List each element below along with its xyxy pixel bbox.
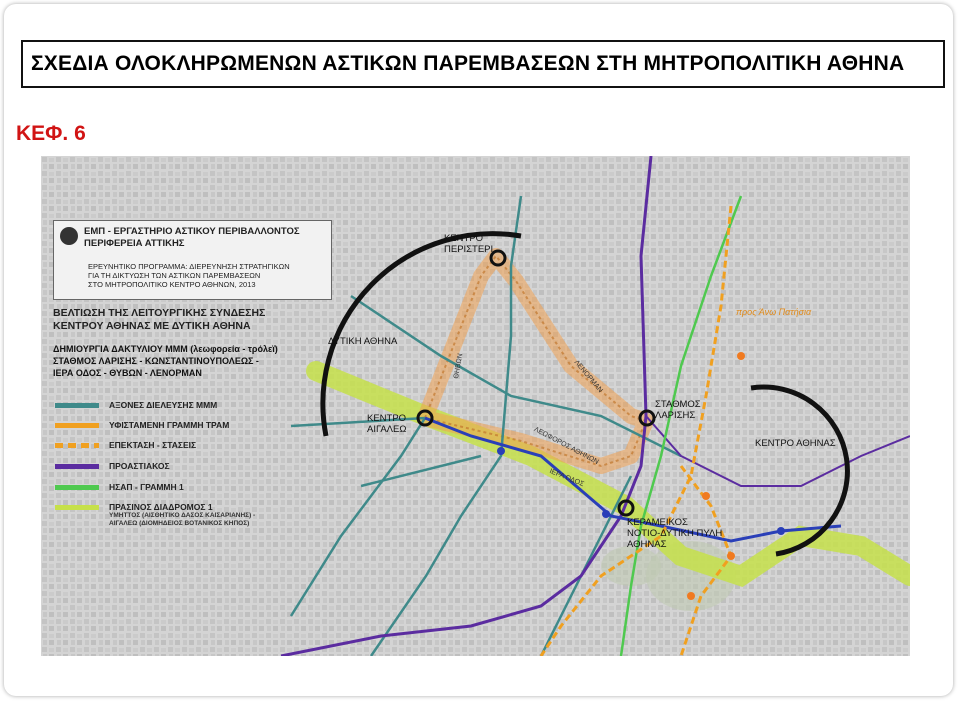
legend-label: ΗΣΑΠ - ΓΡΑΜΜΗ 1: [109, 482, 184, 492]
label-peristeri-2: ΠΕΡΙΣΤΕΡΙ: [444, 244, 494, 255]
metro-stop: [602, 510, 610, 518]
legend-label: ΥΦΙΣΤΑΜΕΝΗ ΓΡΑΜΜΗ ΤΡΑΜ: [109, 420, 230, 430]
label-west-athens: ΔΥΤΙΚΗ ΑΘΗΝΑ: [328, 336, 398, 347]
legend-note-line2: ΑΙΓΑΛΕΩ (ΔΙΟΜΗΔΕΙΟΣ ΒΟΤΑΝΙΚΟΣ ΚΗΠΟΣ): [109, 520, 250, 527]
tram-stop: [727, 552, 735, 560]
map-heading-line2: ΚΕΝΤΡΟΥ ΑΘΗΝΑΣ ΜΕ ΔΥΤΙΚΗ ΑΘΗΝΑ: [53, 320, 251, 332]
label-kerameikos-3: ΑΘΗΝΑΣ: [627, 539, 667, 550]
org-line2: ΠΕΡΙΦΕΡΕΙΑ ΑΤΤΙΚΗΣ: [84, 238, 185, 249]
legend-label: ΕΠΕΚΤΑΣΗ - ΣΤΑΣΕΙΣ: [109, 440, 197, 450]
legend-swatch: [55, 403, 99, 408]
legend-swatch: [55, 464, 99, 469]
legend-label: ΑΞΟΝΕΣ ΔΙΕΛΕΥΣΗΣ ΜΜΜ: [109, 400, 218, 410]
label-kerameikos-2: ΝΟΤΙΟ-ΔΥΤΙΚΗ ΠΥΛΗ: [627, 528, 723, 539]
label-thivon: ΘΗΒΩΝ: [453, 352, 465, 380]
desc-line1: ΔΗΜΙΟΥΡΓΙΑ ΔΑΚΤΥΛΙΟΥ ΜΜΜ (λεωφορεία - τρόλεϊ): [53, 344, 278, 354]
legend-swatch: [55, 505, 99, 510]
legend-swatch: [55, 443, 99, 448]
chapter-label: ΚΕΦ. 6: [16, 122, 86, 145]
title-box: [21, 40, 945, 88]
program-line2: ΓΙΑ ΤΗ ΔΙΚΤΥΩΣΗ ΤΩΝ ΑΣΤΙΚΩΝ ΠΑΡΕΜΒΑΣΕΩΝ: [88, 271, 261, 280]
legend-label: ΠΡΑΣΙΝΟΣ ΔΙΑΔΡΟΜΟΣ 1: [109, 502, 213, 512]
map: [41, 156, 910, 656]
tram-stop: [737, 352, 745, 360]
map-heading-line1: ΒΕΛΤΙΩΣΗ ΤΗΣ ΛΕΙΤΟΥΡΓΙΚΗΣ ΣΥΝΔΕΣΗΣ: [53, 307, 266, 319]
page-title: ΣΧΕΔΙΑ ΟΛΟΚΛΗΡΩΜΕΝΩΝ ΑΣΤΙΚΩΝ ΠΑΡΕΜΒΑΣΕΩΝ ΣΤΗ ΜΗΤΡΟΠΟΛΙΤΙΚΗ ΑΘΗΝΑ: [31, 52, 905, 75]
metro-stop: [497, 447, 505, 455]
legend-swatch: [55, 423, 99, 428]
label-larissa-1: ΣΤΑΘΜΟΣ: [655, 399, 701, 410]
legend-label: ΠΡΟΑΣΤΙΑΚΟΣ: [109, 461, 170, 471]
desc-line3: ΙΕΡΑ ΟΔΟΣ - ΘΥΒΩΝ - ΛΕΝΟΡΜΑΝ: [53, 368, 202, 378]
legend-note-line1: ΥΜΗΤΤΟΣ (ΑΙΣΘΗΤΙΚΟ ΔΑΣΟΣ ΚΑΙΣΑΡΙΑΝΗΣ) -: [109, 512, 256, 519]
label-iera-odos: ΙΕΡΑ ΟΔΟΣ: [548, 468, 585, 489]
label-athens-center: ΚΕΝΤΡΟ ΑΘΗΝΑΣ: [755, 438, 836, 449]
label-pros-ano-patisia: προς Άνω Πατήσια: [736, 307, 812, 317]
label-kerameikos-1: ΚΕΡΑΜΕΙΚΟΣ: [627, 517, 688, 528]
org-line1: ΕΜΠ - ΕΡΓΑΣΤΗΡΙΟ ΑΣΤΙΚΟΥ ΠΕΡΙΒΑΛΛΟΝΤΟΣ: [84, 226, 300, 237]
label-aigaleo-1: ΚΕΝΤΡΟ: [367, 413, 407, 424]
tram-stop: [687, 592, 695, 600]
map-info-panel: [53, 220, 332, 300]
legend-swatch: [55, 485, 99, 490]
desc-line2: ΣΤΑΘΜΟΣ ΛΑΡΙΣΗΣ - ΚΩΝΣΤΑΝΤΙΝΟΥΠΟΛΕΩΣ -: [53, 356, 259, 366]
label-leoforos-athinon: ΛΕΩΦΟΡΟΣ ΑΘΗΝΩΝ: [532, 426, 600, 466]
program-line1: ΕΡΕΥΝΗΤΙΚΟ ΠΡΟΓΡΑΜΜΑ: ΔΙΕΡΕΥΝΗΣΗ ΣΤΡΑΤΗΓΙΚΩΝ: [88, 262, 290, 271]
tram-stop: [702, 492, 710, 500]
label-aigaleo-2: ΑΙΓΑΛΕΩ: [367, 424, 407, 435]
label-larissa-2: ΛΑΡΙΣΗΣ: [655, 410, 696, 421]
label-peristeri-1: ΚΕΝΤΡΟ: [444, 233, 484, 244]
label-lenorman: ΛΕΝΟΡΜΑΝ: [572, 359, 604, 395]
metro-stop: [777, 527, 785, 535]
program-line3: ΣΤΟ ΜΗΤΡΟΠΟΛΙΤΙΚΟ ΚΕΝΤΡΟ ΑΘΗΝΩΝ, 2013: [88, 280, 256, 289]
university-logo: [60, 227, 78, 245]
